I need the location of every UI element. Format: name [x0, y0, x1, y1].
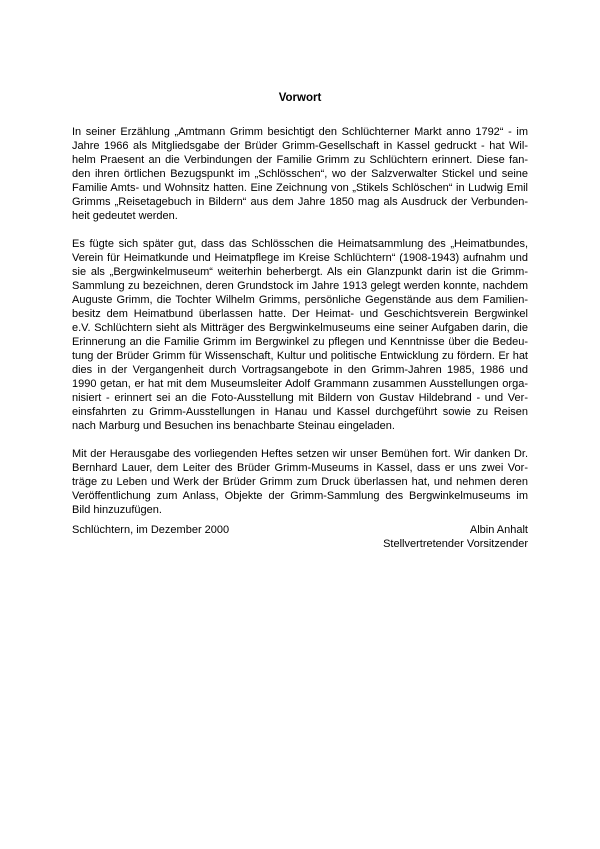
text-line: Auguste Grimm, die Tochter Wilhelm Grimms, persönliche Gegenstände aus dem Familien- — [72, 294, 528, 306]
place-date: Schlüchtern, im Dezember 2000 — [72, 524, 230, 536]
text-line: Sammlung zu bezeichnen, deren Grundstock im Jahre 1913 gelegt werden konnte, nachdem — [72, 280, 528, 292]
text-line: den ihren örtlichen Bezugspunkt im „Schlösschen“, wo der Salzverwalter Stickel und seine — [72, 168, 528, 180]
text-line: nach Marburg und Besuchen ins benachbarte Steinau eingeladen. — [72, 420, 395, 432]
paragraph-2 — [72, 237, 528, 433]
text-line: Jahre 1966 als Mitgliedsgabe der Brüder Grimm-Gesellschaft in Kassel gedruckt - hat Wil- — [72, 140, 528, 152]
text-line: sie als „Bergwinkelmuseum“ weiterhin beherbergt. Als ein Glanzpunkt darin ist die Grimm- — [72, 266, 528, 278]
text-line: Verein für Heimatkunde und Heimatpflege im Kreise Schlüchtern“ (1908-1943) aufnahm und — [72, 252, 528, 264]
text-line: helm Praesent an die Verbindungen der Familie Grimm zu Schlüchtern erinnert. Diese fan- — [72, 154, 528, 166]
paragraph-3 — [72, 447, 528, 517]
page-title: Vorwort — [278, 92, 322, 104]
text-line: dies in der Vergangenheit durch Vortragsangebote in den Grimm-Jahren 1985, 1986 und — [72, 364, 528, 376]
signature-block — [383, 523, 528, 551]
text-line: besitz dem Heimatbund überlassen hatte. Der Heimat- und Geschichtsverein Bergwinkel — [72, 308, 528, 320]
text-line: 1990 getan, er hat mit dem Museumsleiter Adolf Grammann zusammen Ausstellungen orga- — [72, 378, 528, 390]
text-line: e.V. Schlüchtern sieht als Mitträger des Bergwinkelmuseums eine seiner Aufgaben darin, die — [72, 322, 528, 334]
text-line: nisiert - erinnert sei an die Foto-Ausstellung mit Bildern von Gustav Hildebrand - und Ver- — [72, 392, 528, 404]
text-line: einsfahrten zu Grimm-Ausstellungen in Hanau und Kassel durchgeführt sowie zu Reisen — [72, 406, 528, 418]
text-line: Es fügte sich später gut, dass das Schlösschen die Heimatsammlung des „Heimatbundes, — [72, 238, 528, 250]
text-line: träge zu Leben und Werk der Brüder Grimm zum Druck überlassen hat, und nehmen deren — [72, 476, 528, 488]
text-line: Mit der Herausgabe des vorliegenden Heftes setzen wir unser Bemühen fort. Wir danken Dr. — [72, 448, 528, 460]
paragraph-1 — [72, 125, 528, 223]
text-line: Bernhard Lauer, dem Leiter des Brüder Grimm-Museums in Kassel, dass er uns zwei Vor- — [72, 462, 528, 474]
signer-role: Stellvertretender Vorsitzender — [383, 538, 528, 550]
text-line: heit gedeutet werden. — [72, 210, 178, 222]
text-line: Erinnerung an die Familie Grimm im Bergwinkel zu pflegen und Kenntnisse über die Bedeu- — [72, 336, 528, 348]
text-line: tung der Brüder Grimm für Wissenschaft, Kultur und politische Entwicklung zu fördern. Er hat — [72, 350, 528, 362]
text-line: Grimms „Reisetagebuch in Bildern“ aus dem Jahre 1850 mag als Ausdruck der Verbunden- — [72, 196, 528, 208]
text-line: In seiner Erzählung „Amtmann Grimm besichtigt den Schlüchterner Markt anno 1792“ - im — [72, 126, 528, 138]
text-line: Familie Amts- und Wohnsitz hatten. Eine Zeichnung von „Stikels Schlöschen“ in Ludwig Emil — [72, 182, 528, 194]
text-line: Bild hinzuzufügen. — [72, 504, 162, 516]
text-line: Veröffentlichung zum Anlass, Objekte der Grimm-Sammlung des Bergwinkelmuseums im — [72, 490, 528, 502]
document-body — [72, 125, 528, 531]
signer-name: Albin Anhalt — [469, 524, 528, 536]
